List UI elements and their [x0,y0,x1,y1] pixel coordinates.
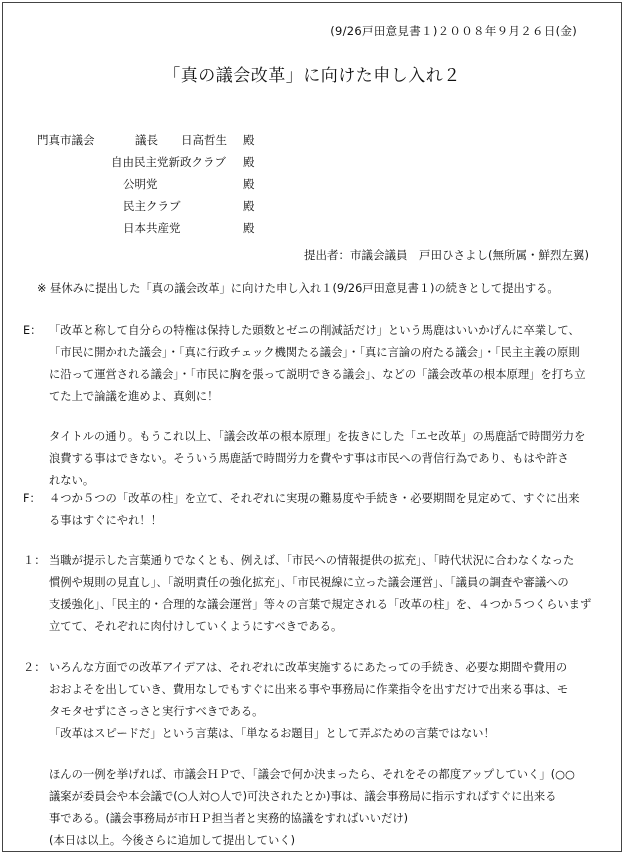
document-page [2,2,622,852]
paragraph-line: てた上で論議を進めよ、真剣に！ [49,390,219,403]
document-title: 「真の議会改革」に向けた申し入れ２ [163,66,461,86]
addressee-name: 公明党 [123,177,158,191]
section-e-paragraph-2 [23,426,613,492]
note-line: ※ 昼休みに提出した「真の議会改革」に向けた申し入れ１(9/26戸田意見書１)の続きとして提出する。 [37,282,559,295]
section-e [23,320,613,408]
paragraph-line: タイトルの通り。もうこれ以上、「議会改革の根本原理」を抜きにした「エセ改革」の馬鹿話で時間労力を [49,430,586,443]
addressee-name: 民主クラブ [123,199,181,213]
paragraph-line: 浪費する事はできない。そういう馬鹿話で時間労力を費やす事は市民への背信行為であり、もはや許さ [49,452,569,465]
paragraph-line: に沿って運営される議会」・「市民に胸を張って説明できる議会」、などの「議会改革の根本原理」を打ち立 [49,368,586,381]
section-marker: F： [23,492,41,505]
addressee-org: 門真市議会 [37,133,95,147]
section-2-paragraph-2 [23,764,613,852]
addressee-honorific: 殿 [243,155,255,169]
paragraph-line: ほんの一例を挙げれば、市議会ＨＰで、「議会で何か決まったら、それをその都度アップしていく」(○○ [49,768,575,781]
paragraph-line: E： 「改革と称して自分らの特権は保持した頭数とゼニの削減話だけ」という馬鹿はいいかげんに卒業して、 [23,320,613,342]
addressee-honorific: 殿 [243,133,255,147]
paragraph-line: タモタせずにさっさと実行すべきである。 [49,705,264,718]
addressee-name: 自由民主党新政クラブ [111,155,226,169]
paragraph-line: F： ４つか５つの「改革の柱」を立て、それぞれに実現の難易度や手続き・必要期間を見定めて、すぐに出来 [23,488,613,510]
reference-date: (9/26戸田意見書１)２００８年９月２６日(金) [330,24,577,38]
paragraph-line: る事はすぐにやれ！！ [49,514,162,527]
addressee-name: 議長 日高哲生 [135,133,227,147]
addressee-name: 日本共産党 [123,221,181,235]
paragraph-line: おおよそを出していき、費用なしでもすぐに出来る事や事務局に作業指令を出すだけで出来る事は、モ [49,683,569,696]
paragraph-line: 「市民に開かれた議会」・「真に行政チェック機関たる議会」・「真に言論の府たる議会」・「民主主義の原則 [49,346,580,359]
addressee-honorific: 殿 [243,177,255,191]
paragraph-line: れない。 [49,474,95,487]
paragraph-line: 立てて、それぞれに肉付けしていくようにすべきである。 [49,620,343,633]
section-marker: E： [23,324,42,337]
paragraph-line: 支援強化」、「民主的・合理的な議会運営」等々の言葉で規定される「改革の柱」を、４つか５つくらいまず [49,598,592,611]
section-1 [23,550,613,638]
paragraph-line: 「改革はスピードだ」という言葉は、「単なるお題目」として弄ぶための言葉ではない！ [49,727,495,740]
paragraph-line: 事である。(議会事務局が市ＨＰ担当者と実務的協議をすればいいだけ) [49,812,409,825]
paragraph-line: 議案が委員会や本会議で(○人対○人で)可決されたとか)事は、議会事務局に指示すればすぐに出来る [49,790,557,803]
addressee-honorific: 殿 [243,221,255,235]
section-2 [23,657,613,745]
addressee-honorific: 殿 [243,199,255,213]
paragraph-line: １： 当職が提示した言葉通りでなくとも、例えば、「市民への情報提供の拡充」、「時代状況に合わなくなった [23,550,613,572]
section-marker: ２： [23,661,46,674]
paragraph-line: (本日は以上。今後さらに追加して提出していく) [49,834,296,847]
paragraph-line: 慣例や規則の見直し」、「説明責任の強化拡充」、「市民視線に立った議会運営」、「議員の調査や審議への [49,576,569,589]
sender-line: 提出者：市議会議員 戸田ひさよし(無所属・鮮烈左翼) [304,248,589,262]
section-marker: １： [23,554,46,567]
paragraph-line: ２： いろんな方面での改革アイデアは、それぞれに改革実施するにあたっての手続き、必要な期間や費用の [23,657,613,679]
section-f [23,488,613,532]
